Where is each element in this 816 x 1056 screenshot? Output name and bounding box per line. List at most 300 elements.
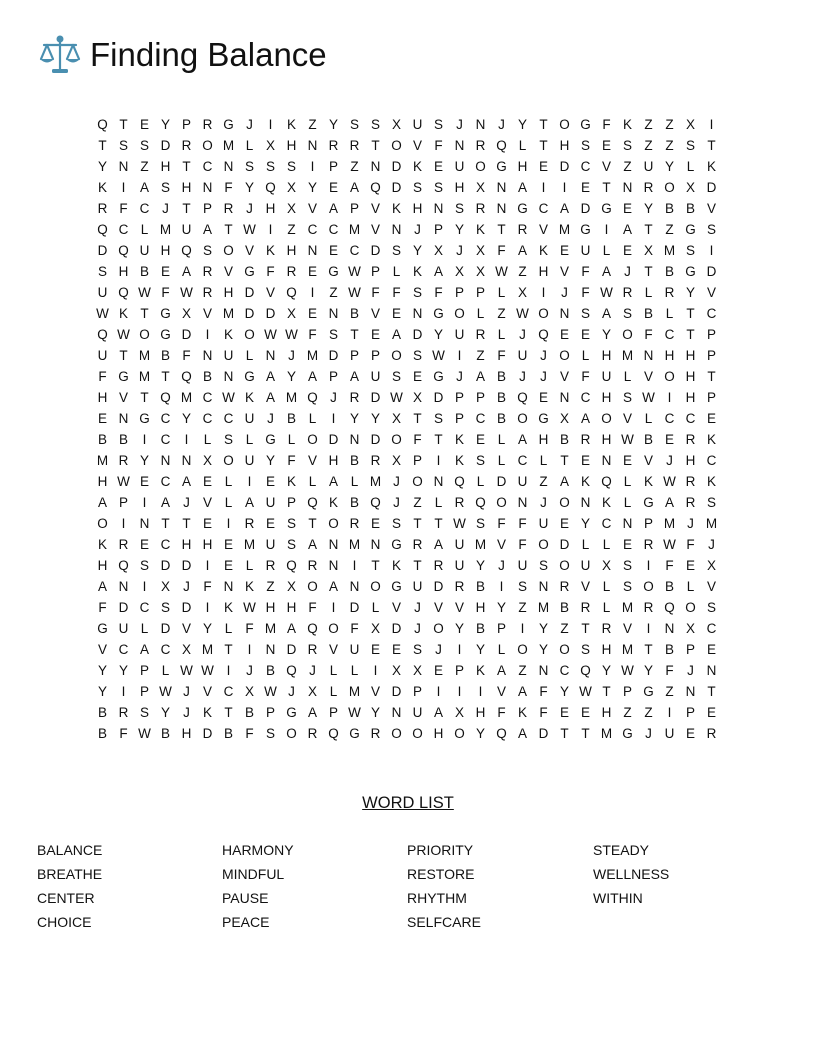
grid-letter: A xyxy=(97,495,107,510)
grid-letter: E xyxy=(706,642,716,657)
grid-letter: G xyxy=(349,726,360,741)
grid-letter: T xyxy=(434,432,443,447)
grid-letter: X xyxy=(391,663,401,678)
grid-letter: X xyxy=(265,138,275,153)
grid-letter: V xyxy=(307,453,317,468)
grid-letter: Q xyxy=(517,390,528,405)
grid-letter: X xyxy=(454,264,464,279)
grid-letter: S xyxy=(475,453,485,468)
grid-letter: E xyxy=(370,642,380,657)
grid-letter: S xyxy=(265,159,275,174)
grid-letter: X xyxy=(517,285,527,300)
grid-letter: I xyxy=(310,285,315,300)
grid-letter: R xyxy=(118,537,129,552)
grid-letter: W xyxy=(663,537,676,552)
grid-letter: Y xyxy=(97,663,107,678)
grid-letter: Y xyxy=(286,369,296,384)
grid-letter: A xyxy=(475,369,485,384)
grid-letter: M xyxy=(306,348,319,363)
word-list-column xyxy=(222,840,402,936)
grid-letter: E xyxy=(706,705,716,720)
grid-letter: X xyxy=(202,453,212,468)
grid-letter: F xyxy=(644,327,653,342)
grid-letter: X xyxy=(475,180,485,195)
grid-letter: J xyxy=(645,726,652,741)
grid-letter: J xyxy=(666,453,673,468)
grid-letter: P xyxy=(454,411,464,426)
grid-letter: D xyxy=(328,432,339,447)
grid-letter: X xyxy=(391,117,401,132)
grid-letter: G xyxy=(118,369,129,384)
grid-letter: T xyxy=(581,726,590,741)
grid-letter: U xyxy=(664,726,675,741)
grid-letter: Y xyxy=(118,663,128,678)
grid-row xyxy=(92,660,722,681)
grid-letter: A xyxy=(433,537,443,552)
grid-letter: L xyxy=(308,411,317,426)
grid-letter: R xyxy=(601,621,612,636)
grid-letter: L xyxy=(686,159,695,174)
grid-letter: I xyxy=(121,180,126,195)
grid-letter: B xyxy=(349,453,359,468)
grid-letter: J xyxy=(288,684,295,699)
grid-letter: S xyxy=(433,117,443,132)
grid-letter: H xyxy=(559,138,570,153)
grid-letter: U xyxy=(265,537,276,552)
grid-letter: E xyxy=(265,474,275,489)
grid-row xyxy=(92,366,722,387)
grid-letter: M xyxy=(222,306,235,321)
grid-letter: X xyxy=(475,243,485,258)
grid-letter: O xyxy=(202,138,213,153)
grid-letter: Q xyxy=(475,495,486,510)
grid-letter: H xyxy=(181,180,192,195)
grid-letter: K xyxy=(244,390,254,405)
grid-letter: C xyxy=(118,222,129,237)
grid-letter: K xyxy=(97,537,107,552)
grid-letter: P xyxy=(706,348,716,363)
grid-letter: K xyxy=(706,159,716,174)
grid-letter: G xyxy=(160,327,171,342)
grid-letter: R xyxy=(118,453,129,468)
grid-letter: W xyxy=(180,285,193,300)
grid-letter: Y xyxy=(475,642,485,657)
grid-letter: D xyxy=(244,285,255,300)
grid-letter: C xyxy=(349,243,360,258)
grid-letter: B xyxy=(244,705,254,720)
grid-letter: M xyxy=(348,537,361,552)
grid-letter: F xyxy=(224,180,233,195)
grid-letter: P xyxy=(349,201,359,216)
grid-letter: J xyxy=(456,117,463,132)
grid-letter: U xyxy=(517,348,528,363)
grid-letter: W xyxy=(117,474,130,489)
grid-letter: L xyxy=(245,432,254,447)
grid-letter: K xyxy=(286,117,296,132)
grid-letter: H xyxy=(601,348,612,363)
grid-letter: I xyxy=(121,684,126,699)
grid-letter: P xyxy=(118,495,128,510)
grid-letter: A xyxy=(307,369,317,384)
grid-letter: F xyxy=(518,516,527,531)
grid-row xyxy=(92,387,722,408)
grid-letter: H xyxy=(664,348,675,363)
grid-letter: C xyxy=(160,642,171,657)
grid-letter: E xyxy=(412,369,422,384)
grid-letter: P xyxy=(475,285,485,300)
grid-letter: K xyxy=(643,474,653,489)
grid-letter: A xyxy=(433,264,443,279)
grid-letter: Z xyxy=(329,285,338,300)
grid-letter: Q xyxy=(118,558,129,573)
grid-letter: N xyxy=(664,621,675,636)
grid-letter: N xyxy=(223,579,234,594)
grid-letter: L xyxy=(161,663,170,678)
grid-letter: U xyxy=(601,369,612,384)
grid-letter: G xyxy=(223,117,234,132)
grid-letter: Y xyxy=(160,117,170,132)
grid-letter: W xyxy=(516,306,529,321)
grid-letter: Y xyxy=(643,201,653,216)
grid-letter: O xyxy=(664,369,675,384)
grid-letter: F xyxy=(602,117,611,132)
grid-letter: R xyxy=(685,474,696,489)
grid-letter: K xyxy=(580,474,590,489)
grid-letter: F xyxy=(497,348,506,363)
grid-letter: Z xyxy=(665,684,674,699)
grid-letter: Q xyxy=(97,222,108,237)
grid-letter: Y xyxy=(97,159,107,174)
grid-letter: S xyxy=(538,558,548,573)
grid-letter: V xyxy=(370,222,380,237)
grid-letter: R xyxy=(181,138,192,153)
grid-letter: U xyxy=(181,222,192,237)
grid-letter: T xyxy=(350,327,359,342)
grid-letter: Z xyxy=(539,474,548,489)
grid-letter: I xyxy=(478,684,483,699)
grid-letter: Y xyxy=(496,600,506,615)
grid-letter: Z xyxy=(476,348,485,363)
grid-letter: H xyxy=(223,285,234,300)
grid-letter: L xyxy=(497,642,506,657)
grid-letter: M xyxy=(138,348,151,363)
word-list-item: STEADY xyxy=(593,842,650,858)
grid-letter: V xyxy=(202,684,212,699)
grid-letter: L xyxy=(623,474,632,489)
grid-letter: I xyxy=(373,663,378,678)
grid-letter: H xyxy=(475,705,486,720)
grid-letter: J xyxy=(183,495,190,510)
grid-letter: A xyxy=(328,474,338,489)
grid-letter: A xyxy=(559,474,569,489)
grid-letter: W xyxy=(138,285,151,300)
grid-letter: F xyxy=(539,705,548,720)
grid-letter: C xyxy=(706,453,717,468)
grid-letter: G xyxy=(391,579,402,594)
grid-letter: L xyxy=(581,537,590,552)
grid-letter: X xyxy=(643,243,653,258)
grid-letter: I xyxy=(457,348,462,363)
grid-letter: O xyxy=(601,411,612,426)
grid-letter: Y xyxy=(433,327,443,342)
grid-row xyxy=(92,639,722,660)
grid-letter: J xyxy=(309,663,316,678)
grid-letter: U xyxy=(454,327,465,342)
grid-letter: T xyxy=(581,621,590,636)
grid-letter: U xyxy=(118,621,129,636)
grid-letter: K xyxy=(265,243,275,258)
grid-letter: Q xyxy=(454,474,465,489)
grid-letter: F xyxy=(539,684,548,699)
grid-letter: Y xyxy=(160,705,170,720)
grid-letter: U xyxy=(580,243,591,258)
grid-letter: H xyxy=(160,159,171,174)
grid-letter: C xyxy=(706,306,717,321)
grid-letter: U xyxy=(454,558,465,573)
grid-row xyxy=(92,324,722,345)
grid-letter: E xyxy=(580,180,590,195)
grid-letter: Z xyxy=(350,159,359,174)
grid-letter: B xyxy=(664,264,674,279)
grid-letter: Z xyxy=(287,222,296,237)
grid-letter: W xyxy=(600,285,613,300)
grid-letter: Q xyxy=(160,390,171,405)
grid-letter: N xyxy=(349,432,360,447)
grid-letter: T xyxy=(539,117,548,132)
grid-letter: P xyxy=(433,222,443,237)
grid-letter: A xyxy=(244,495,254,510)
grid-letter: Q xyxy=(496,138,507,153)
grid-row xyxy=(92,681,722,702)
grid-letter: N xyxy=(328,306,339,321)
grid-letter: P xyxy=(349,348,359,363)
grid-letter: E xyxy=(622,453,632,468)
grid-letter: A xyxy=(559,201,569,216)
grid-letter: B xyxy=(202,369,212,384)
grid-letter: P xyxy=(643,516,653,531)
grid-letter: U xyxy=(349,642,360,657)
grid-letter: X xyxy=(559,411,569,426)
grid-letter: F xyxy=(245,726,254,741)
grid-letter: S xyxy=(286,537,296,552)
grid-letter: S xyxy=(580,642,590,657)
grid-letter: J xyxy=(267,411,274,426)
grid-letter: S xyxy=(622,306,632,321)
grid-letter: H xyxy=(685,453,696,468)
grid-letter: K xyxy=(706,474,716,489)
grid-letter: A xyxy=(328,579,338,594)
grid-letter: U xyxy=(538,516,549,531)
grid-letter: A xyxy=(580,411,590,426)
grid-letter: O xyxy=(223,243,234,258)
grid-letter: E xyxy=(559,327,569,342)
grid-letter: L xyxy=(329,684,338,699)
grid-letter: A xyxy=(601,306,611,321)
grid-letter: Q xyxy=(286,558,297,573)
grid-letter: S xyxy=(202,243,212,258)
grid-letter: I xyxy=(268,117,273,132)
grid-letter: U xyxy=(97,285,108,300)
grid-letter: F xyxy=(308,327,317,342)
grid-letter: I xyxy=(541,285,546,300)
grid-letter: T xyxy=(686,306,695,321)
grid-letter: V xyxy=(601,159,611,174)
grid-letter: I xyxy=(520,621,525,636)
grid-letter: S xyxy=(370,117,380,132)
grid-letter: N xyxy=(265,348,276,363)
grid-letter: E xyxy=(601,138,611,153)
grid-letter: E xyxy=(706,411,716,426)
grid-letter: G xyxy=(685,222,696,237)
grid-letter: N xyxy=(622,516,633,531)
grid-letter: O xyxy=(328,516,339,531)
grid-letter: J xyxy=(246,663,253,678)
grid-letter: R xyxy=(475,201,486,216)
grid-letter: Y xyxy=(328,117,338,132)
grid-letter: F xyxy=(308,600,317,615)
grid-letter: I xyxy=(709,243,714,258)
grid-letter: P xyxy=(454,390,464,405)
grid-letter: J xyxy=(519,369,526,384)
grid-letter: M xyxy=(348,222,361,237)
grid-letter: G xyxy=(685,264,696,279)
grid-letter: A xyxy=(307,705,317,720)
grid-letter: A xyxy=(517,243,527,258)
grid-letter: X xyxy=(685,621,695,636)
grid-letter: R xyxy=(454,495,465,510)
grid-letter: M xyxy=(621,642,634,657)
grid-letter: H xyxy=(118,264,129,279)
grid-letter: J xyxy=(414,621,421,636)
word-list-item: WELLNESS xyxy=(593,866,670,882)
grid-letter: F xyxy=(497,516,506,531)
grid-letter: Q xyxy=(265,180,276,195)
grid-letter: Q xyxy=(118,285,129,300)
grid-letter: J xyxy=(540,369,547,384)
grid-letter: R xyxy=(433,558,444,573)
grid-letter: X xyxy=(286,180,296,195)
grid-letter: C xyxy=(664,327,675,342)
grid-row xyxy=(92,492,722,513)
grid-letter: E xyxy=(223,537,233,552)
word-list-item: RESTORE xyxy=(407,866,475,882)
grid-letter: Y xyxy=(643,663,653,678)
grid-letter: M xyxy=(96,453,109,468)
grid-letter: C xyxy=(580,159,591,174)
grid-letter: A xyxy=(181,264,191,279)
grid-letter: R xyxy=(97,201,108,216)
grid-letter: B xyxy=(559,600,569,615)
grid-letter: I xyxy=(457,684,462,699)
grid-letter: R xyxy=(685,495,696,510)
grid-letter: I xyxy=(205,558,210,573)
grid-letter: E xyxy=(202,516,212,531)
grid-letter: D xyxy=(181,558,192,573)
grid-letter: W xyxy=(663,474,676,489)
grid-letter: T xyxy=(119,117,128,132)
grid-letter: W xyxy=(96,306,109,321)
grid-letter: K xyxy=(538,243,548,258)
grid-letter: D xyxy=(706,180,717,195)
grid-letter: Q xyxy=(286,663,297,678)
grid-letter: W xyxy=(264,327,277,342)
grid-row xyxy=(92,303,722,324)
grid-letter: S xyxy=(160,600,170,615)
grid-letter: O xyxy=(307,579,318,594)
grid-letter: L xyxy=(308,474,317,489)
grid-letter: R xyxy=(223,201,234,216)
grid-letter: O xyxy=(412,474,423,489)
grid-letter: D xyxy=(496,474,507,489)
grid-letter: G xyxy=(160,306,171,321)
grid-letter: J xyxy=(183,705,190,720)
grid-letter: Z xyxy=(644,705,653,720)
grid-letter: B xyxy=(118,432,128,447)
grid-letter: O xyxy=(685,600,696,615)
grid-letter: L xyxy=(602,579,611,594)
grid-letter: H xyxy=(97,390,108,405)
grid-letter: I xyxy=(436,684,441,699)
grid-letter: J xyxy=(687,663,694,678)
grid-letter: W xyxy=(453,516,466,531)
grid-letter: I xyxy=(142,579,147,594)
grid-letter: A xyxy=(328,201,338,216)
grid-letter: F xyxy=(98,369,107,384)
grid-letter: K xyxy=(328,495,338,510)
grid-letter: A xyxy=(517,180,527,195)
grid-letter: S xyxy=(433,411,443,426)
grid-letter: C xyxy=(517,453,528,468)
grid-letter: B xyxy=(139,264,149,279)
grid-letter: T xyxy=(182,516,191,531)
grid-letter: D xyxy=(349,600,360,615)
grid-letter: X xyxy=(307,684,317,699)
grid-letter: W xyxy=(138,726,151,741)
grid-letter: O xyxy=(391,348,402,363)
grid-letter: R xyxy=(370,453,381,468)
grid-letter: U xyxy=(517,558,528,573)
grid-letter: P xyxy=(328,705,338,720)
grid-letter: L xyxy=(140,621,149,636)
grid-letter: T xyxy=(413,411,422,426)
grid-letter: W xyxy=(348,285,361,300)
grid-letter: O xyxy=(391,432,402,447)
grid-letter: C xyxy=(118,642,129,657)
grid-letter: M xyxy=(180,390,193,405)
grid-letter: W xyxy=(579,684,592,699)
grid-letter: X xyxy=(454,705,464,720)
grid-letter: D xyxy=(265,306,276,321)
grid-row xyxy=(92,240,722,261)
grid-letter: O xyxy=(475,159,486,174)
grid-letter: V xyxy=(580,579,590,594)
grid-letter: T xyxy=(413,516,422,531)
word-list-item: PEACE xyxy=(222,914,270,930)
grid-letter: L xyxy=(287,432,296,447)
grid-letter: H xyxy=(517,159,528,174)
grid-letter: H xyxy=(412,201,423,216)
grid-letter: W xyxy=(432,348,445,363)
grid-letter: S xyxy=(622,390,632,405)
grid-letter: M xyxy=(621,348,634,363)
grid-letter: Y xyxy=(454,621,464,636)
grid-letter: D xyxy=(559,159,570,174)
grid-letter: F xyxy=(266,264,275,279)
grid-letter: K xyxy=(475,663,485,678)
grid-letter: Q xyxy=(538,327,549,342)
grid-letter: C xyxy=(685,411,696,426)
grid-letter: B xyxy=(223,726,233,741)
